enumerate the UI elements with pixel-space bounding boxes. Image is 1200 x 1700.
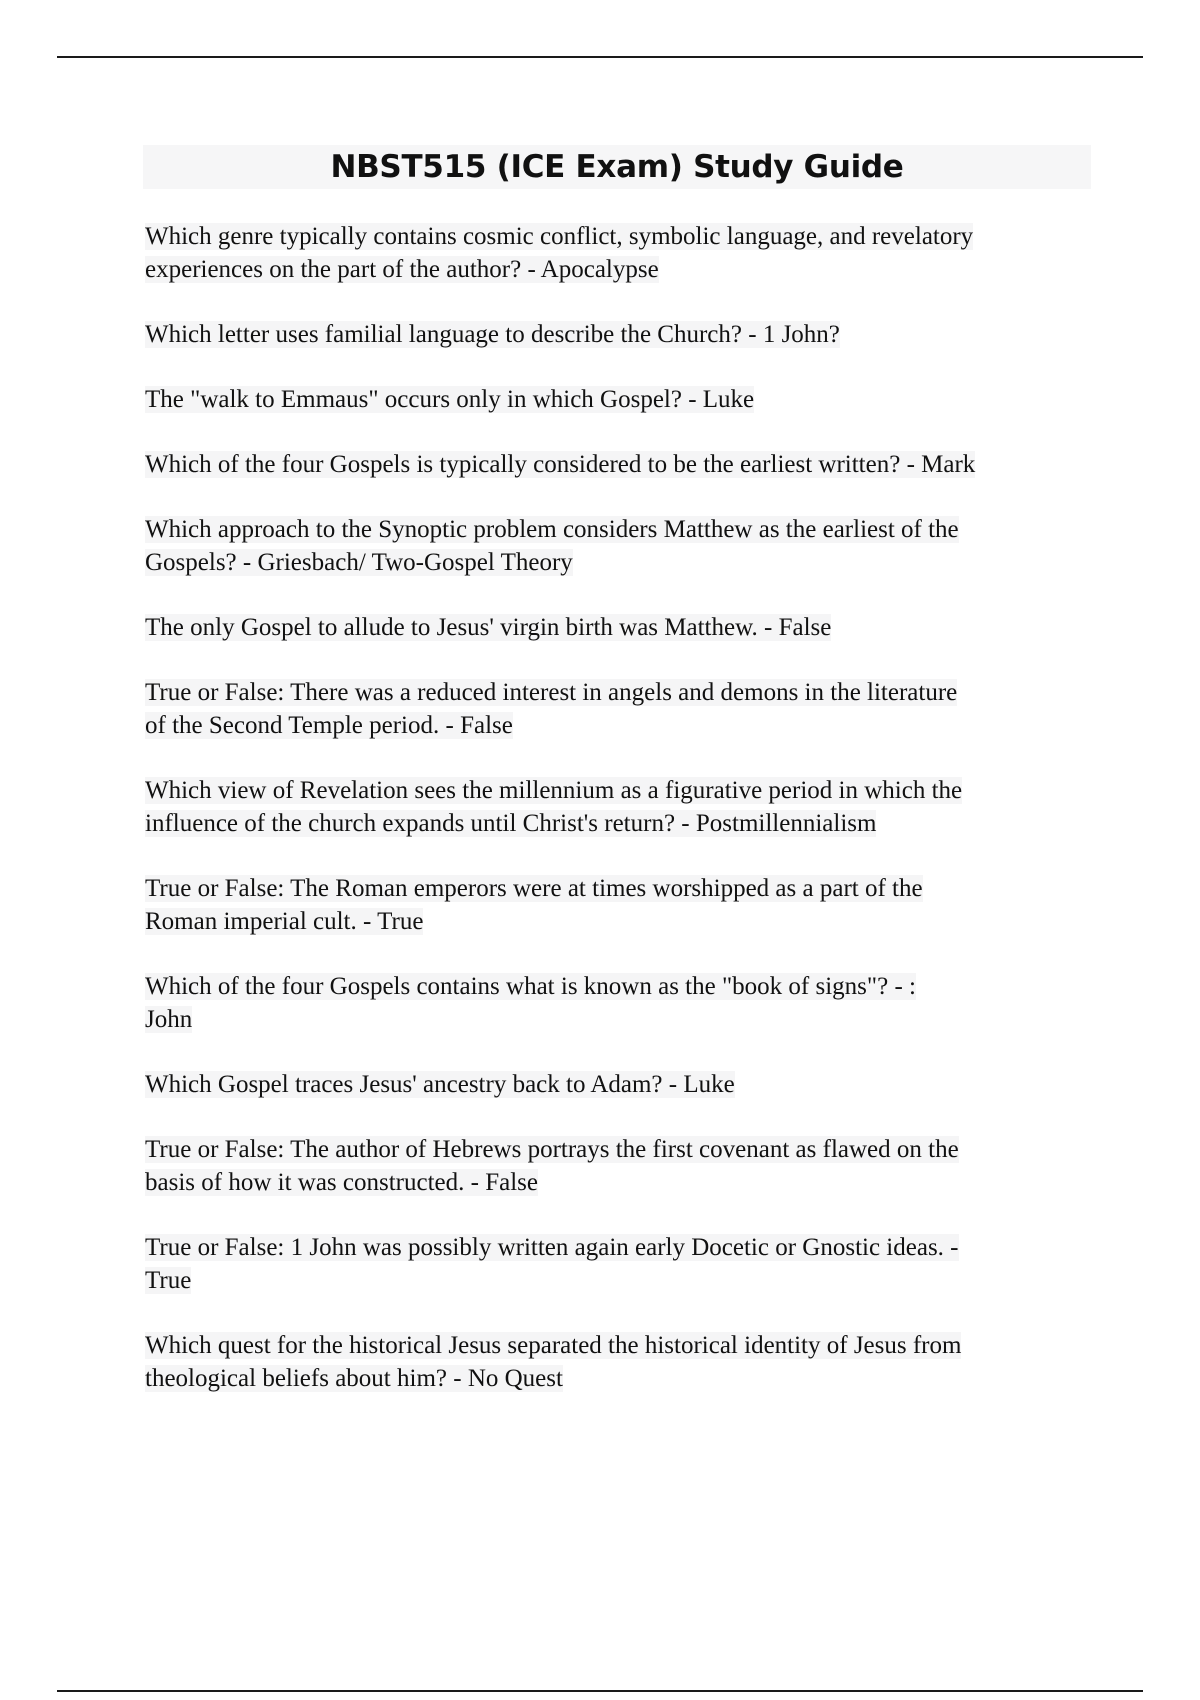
- qa-line-text: Which letter uses familial language to describe the Church? - 1 John?: [145, 321, 840, 348]
- qa-line-text: Roman imperial cult. - True: [145, 908, 424, 935]
- qa-line: [145, 513, 1090, 546]
- qa-line-text: John: [145, 1006, 193, 1033]
- qa-line: [145, 611, 1090, 644]
- footer-rule: [57, 1690, 1143, 1692]
- qa-line-text: Which quest for the historical Jesus separated the historical identity of Jesus from: [145, 1332, 962, 1359]
- qa-item: [145, 872, 1090, 938]
- qa-line: [145, 709, 1090, 742]
- qa-line-text: True or False: 1 John was possibly written again early Docetic or Gnostic ideas. -: [145, 1234, 959, 1261]
- qa-line: [145, 905, 1090, 938]
- qa-item: [145, 611, 1090, 644]
- qa-line: [145, 807, 1090, 840]
- qa-line-text: The only Gospel to allude to Jesus' virgin birth was Matthew. - False: [145, 614, 832, 641]
- question-answer-list: [145, 220, 1090, 1427]
- title-band: [143, 145, 1091, 189]
- qa-line: [145, 1231, 1090, 1264]
- qa-item: [145, 220, 1090, 286]
- qa-line-text: True or False: The author of Hebrews portrays the first covenant as flawed on the: [145, 1136, 959, 1163]
- qa-line: [145, 1133, 1090, 1166]
- qa-item: [145, 383, 1090, 416]
- qa-line-text: Which Gospel traces Jesus' ancestry back to Adam? - Luke: [145, 1071, 735, 1098]
- qa-line: [145, 774, 1090, 807]
- qa-line: [145, 383, 1090, 416]
- qa-item: [145, 318, 1090, 351]
- qa-line-text: experiences on the part of the author? - Apocalypse: [145, 256, 659, 283]
- qa-line: [145, 872, 1090, 905]
- qa-line-text: Which genre typically contains cosmic conflict, symbolic language, and revelatory: [145, 223, 974, 250]
- qa-item: [145, 1068, 1090, 1101]
- qa-line: [145, 220, 1090, 253]
- qa-line-text: theological beliefs about him? - No Quest: [145, 1365, 563, 1392]
- qa-line: [145, 448, 1090, 481]
- qa-line-text: Which of the four Gospels is typically considered to be the earliest written? - Mark: [145, 451, 976, 478]
- qa-line-text: Gospels? - Griesbach/ Two-Gospel Theory: [145, 549, 573, 576]
- qa-line: [145, 1166, 1090, 1199]
- qa-line: [145, 1264, 1090, 1297]
- qa-line: [145, 1003, 1090, 1036]
- qa-item: [145, 448, 1090, 481]
- header-rule: [57, 56, 1143, 58]
- qa-line: [145, 546, 1090, 579]
- qa-line: [145, 1329, 1090, 1362]
- qa-item: [145, 513, 1090, 579]
- qa-item: [145, 1329, 1090, 1395]
- qa-line-text: Which approach to the Synoptic problem considers Matthew as the earliest of the: [145, 516, 959, 543]
- qa-item: [145, 676, 1090, 742]
- qa-line-text: The "walk to Emmaus" occurs only in which Gospel? - Luke: [145, 386, 755, 413]
- qa-line-text: Which view of Revelation sees the millennium as a figurative period in which the: [145, 777, 963, 804]
- qa-line: [145, 253, 1090, 286]
- qa-line-text: Which of the four Gospels contains what is known as the "book of signs"? - :: [145, 973, 916, 1000]
- qa-line-text: influence of the church expands until Christ's return? - Postmillennialism: [145, 810, 877, 837]
- qa-line-text: True or False: There was a reduced interest in angels and demons in the literature: [145, 679, 958, 706]
- qa-line: [145, 318, 1090, 351]
- qa-line: [145, 676, 1090, 709]
- qa-item: [145, 1133, 1090, 1199]
- qa-line: [145, 970, 1090, 1003]
- qa-item: [145, 1231, 1090, 1297]
- qa-line-text: True or False: The Roman emperors were at times worshipped as a part of the: [145, 875, 923, 902]
- qa-line-text: of the Second Temple period. - False: [145, 712, 513, 739]
- qa-line-text: basis of how it was constructed. - False: [145, 1169, 538, 1196]
- qa-line-text: True: [145, 1267, 192, 1294]
- qa-item: [145, 970, 1090, 1036]
- document-title: NBST515 (ICE Exam) Study Guide: [330, 149, 904, 185]
- qa-line: [145, 1068, 1090, 1101]
- qa-item: [145, 774, 1090, 840]
- qa-line: [145, 1362, 1090, 1395]
